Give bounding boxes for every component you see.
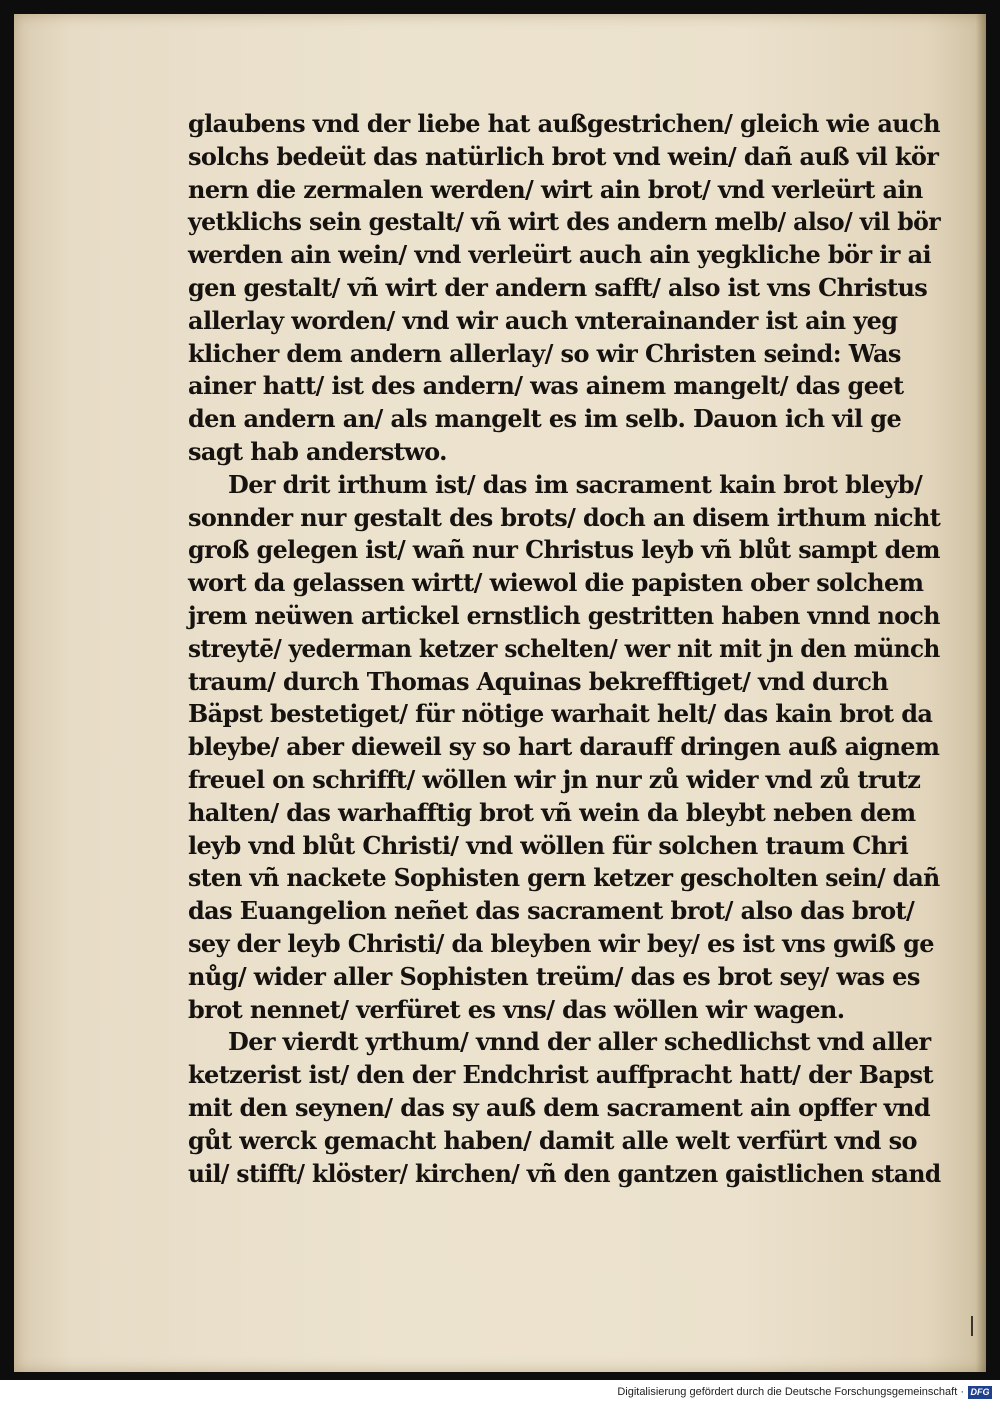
text-line: sey der leyb Christi/ da bleyben wir bey/ es ist vns gwiß ge bbox=[188, 928, 934, 958]
text-line: groß gelegen ist/ wañ nur Christus leyb vñ blůt sampt dem bbox=[188, 535, 940, 565]
text-line: nůg/ wider aller Sophisten treüm/ das es brot sey/ was es bbox=[188, 961, 920, 991]
text-line: bleybe/ aber dieweil sy so hart darauff dringen auß aignem bbox=[188, 732, 940, 762]
page-text bbox=[188, 108, 940, 1190]
text-line: glaubens vnd der liebe hat außgestrichen/ gleich wie auch bbox=[188, 109, 940, 138]
text-line: gůt werck gemacht haben/ damit alle welt verfürt vnd so bbox=[188, 1125, 917, 1155]
text-line: freuel on schrifft/ wöllen wir jn nur zů wider vnd zů trutz bbox=[188, 764, 921, 794]
paragraph-start-line: Der vierdt yrthum/ vnnd der aller schedlichst vnd aller bbox=[228, 1027, 931, 1057]
dfg-logo[interactable]: DFG bbox=[968, 1386, 992, 1399]
margin-mark bbox=[971, 1316, 973, 1336]
text-line: mit den seynen/ das sy auß dem sacrament ain opffer vnd bbox=[188, 1092, 931, 1122]
text-line: gen gestalt/ vñ wirt der andern safft/ also ist vns Christus bbox=[188, 272, 928, 302]
text-line: jrem neüwen artickel ernstlich gestritten haben vnnd noch bbox=[188, 600, 940, 630]
text-line: brot nennet/ verfüret es vns/ das wöllen wir wagen. bbox=[188, 994, 845, 1024]
footer-bar bbox=[0, 1380, 1000, 1406]
text-line: werden ain wein/ vnd verleürt auch ain yegkliche bör ir ai bbox=[188, 240, 932, 270]
text-line: uil/ stifft/ klöster/ kirchen/ vñ den gantzen gaistlichen stand bbox=[188, 1158, 941, 1188]
text-line: sagt hab anderstwo. bbox=[188, 436, 447, 466]
text-line: leyb vnd blůt Christi/ vnd wöllen für solchen traum Chri bbox=[188, 830, 909, 860]
text-line: streytē/ yederman ketzer schelten/ wer nit mit jn den münch bbox=[188, 633, 940, 663]
text-line: das Euangelion neñet das sacrament brot/ also das brot/ bbox=[188, 896, 915, 926]
paragraph-start-line: Der drit irthum ist/ das im sacrament kain brot bleyb/ bbox=[228, 469, 923, 499]
text-line: solchs bedeüt das natürlich brot vnd wein/ dañ auß vil kör bbox=[188, 141, 939, 171]
text-line: klicher dem andern allerlay/ so wir Christen seind: Was bbox=[188, 338, 901, 368]
text-line: ketzerist ist/ den der Endchrist auffpracht hatt/ der Bapst bbox=[188, 1060, 933, 1090]
text-line: yetklichs sein gestalt/ vñ wirt des andern melb/ also/ vil bör bbox=[188, 207, 941, 237]
text-line: halten/ das warhafftig brot vñ wein da bleybt neben dem bbox=[188, 797, 916, 827]
text-line: den andern an/ als mangelt es im selb. Dauon ich vil ge bbox=[188, 404, 902, 434]
text-line: sten vñ nackete Sophisten gern ketzer gescholten sein/ dañ bbox=[188, 863, 940, 893]
text-line: ainer hatt/ ist des andern/ was ainem mangelt/ das geet bbox=[188, 371, 904, 401]
text-line: nern die zermalen werden/ wirt ain brot/ vnd verleürt ain bbox=[188, 174, 923, 204]
text-line: traum/ durch Thomas Aquinas bekrefftiget/ vnd durch bbox=[188, 666, 889, 696]
text-line: wort da gelassen wirtt/ wiewol die papisten ober solchem bbox=[188, 568, 924, 598]
text-line: allerlay worden/ vnd wir auch vnterainander ist ain yeg bbox=[188, 305, 898, 335]
text-line: Bäpst bestetiget/ für nötige warhait helt/ das kain brot da bbox=[188, 699, 933, 729]
text-line: sonnder nur gestalt des brots/ doch an disem irthum nicht bbox=[188, 502, 941, 532]
funding-credit: Digitalisierung gefördert durch die Deutsche Forschungsgemeinschaft · bbox=[617, 1386, 964, 1398]
